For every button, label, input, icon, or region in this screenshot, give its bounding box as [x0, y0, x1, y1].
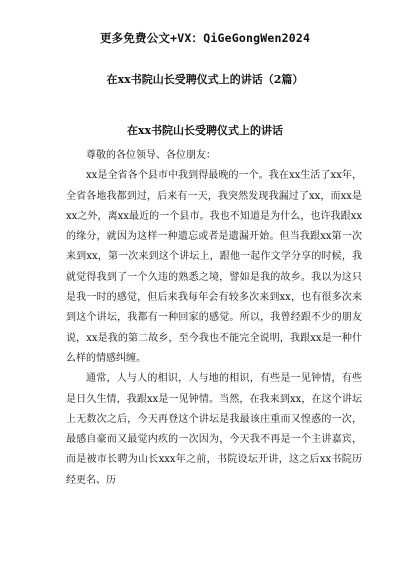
speech-body: [66, 146, 362, 491]
greeting: 尊敬的各位领导、各位朋友：: [86, 150, 216, 161]
promo-header: 更多免费公文+VX：QiGeGongWen2024: [99, 31, 311, 45]
paragraph: xx是全省各个县市中我到得最晚的一个。我在xx生活了xx年，全省各地我都到过，后来有一天，我突然发现我漏过了xx，而xx是xx之外，离xx最近的一个县市。我也不知道是为什么，也许我跟xx的缘分，就因为这样一种遗忘或者是遗漏开始。但当我跟xx第一次来到xx，第一次来到这个讲坛上，跟他一起作文学分享的时候，我就觉得我到了一个久违的熟悉之境，譬如是我的故乡。我以为这只是我一时的感觉，但后来我每年会有较多次来到xx，也有很多次来到这个讲坛，我都有一种回家的感觉。所以，我曾经跟不少的朋友说，xx是我的第二故乡，至今我也不能完全说明，我跟xx是一种什么样的情感纠缠。: [66, 170, 362, 364]
speech-title: 在xx书院山长受聘仪式上的讲话: [126, 124, 284, 137]
document-title: 在xx书院山长受聘仪式上的讲话（2篇）: [106, 73, 304, 86]
paragraph: 通常，人与人的相识，人与地的相识，有些是一见钟情，有些是日久生情，我跟xx是一见钟情。当然，在我来到xx，在这个讲坛上无数次之后，今天再登这个讲坛是我最该庄重而又惶惑的一次，最感自豪而又最觉内疚的一次因为，今天我不再是一个主讲嘉宾，而是被市长聘为山长xxx年之前，书院设坛开讲，这之后xx书院历经更名、历: [66, 373, 362, 486]
